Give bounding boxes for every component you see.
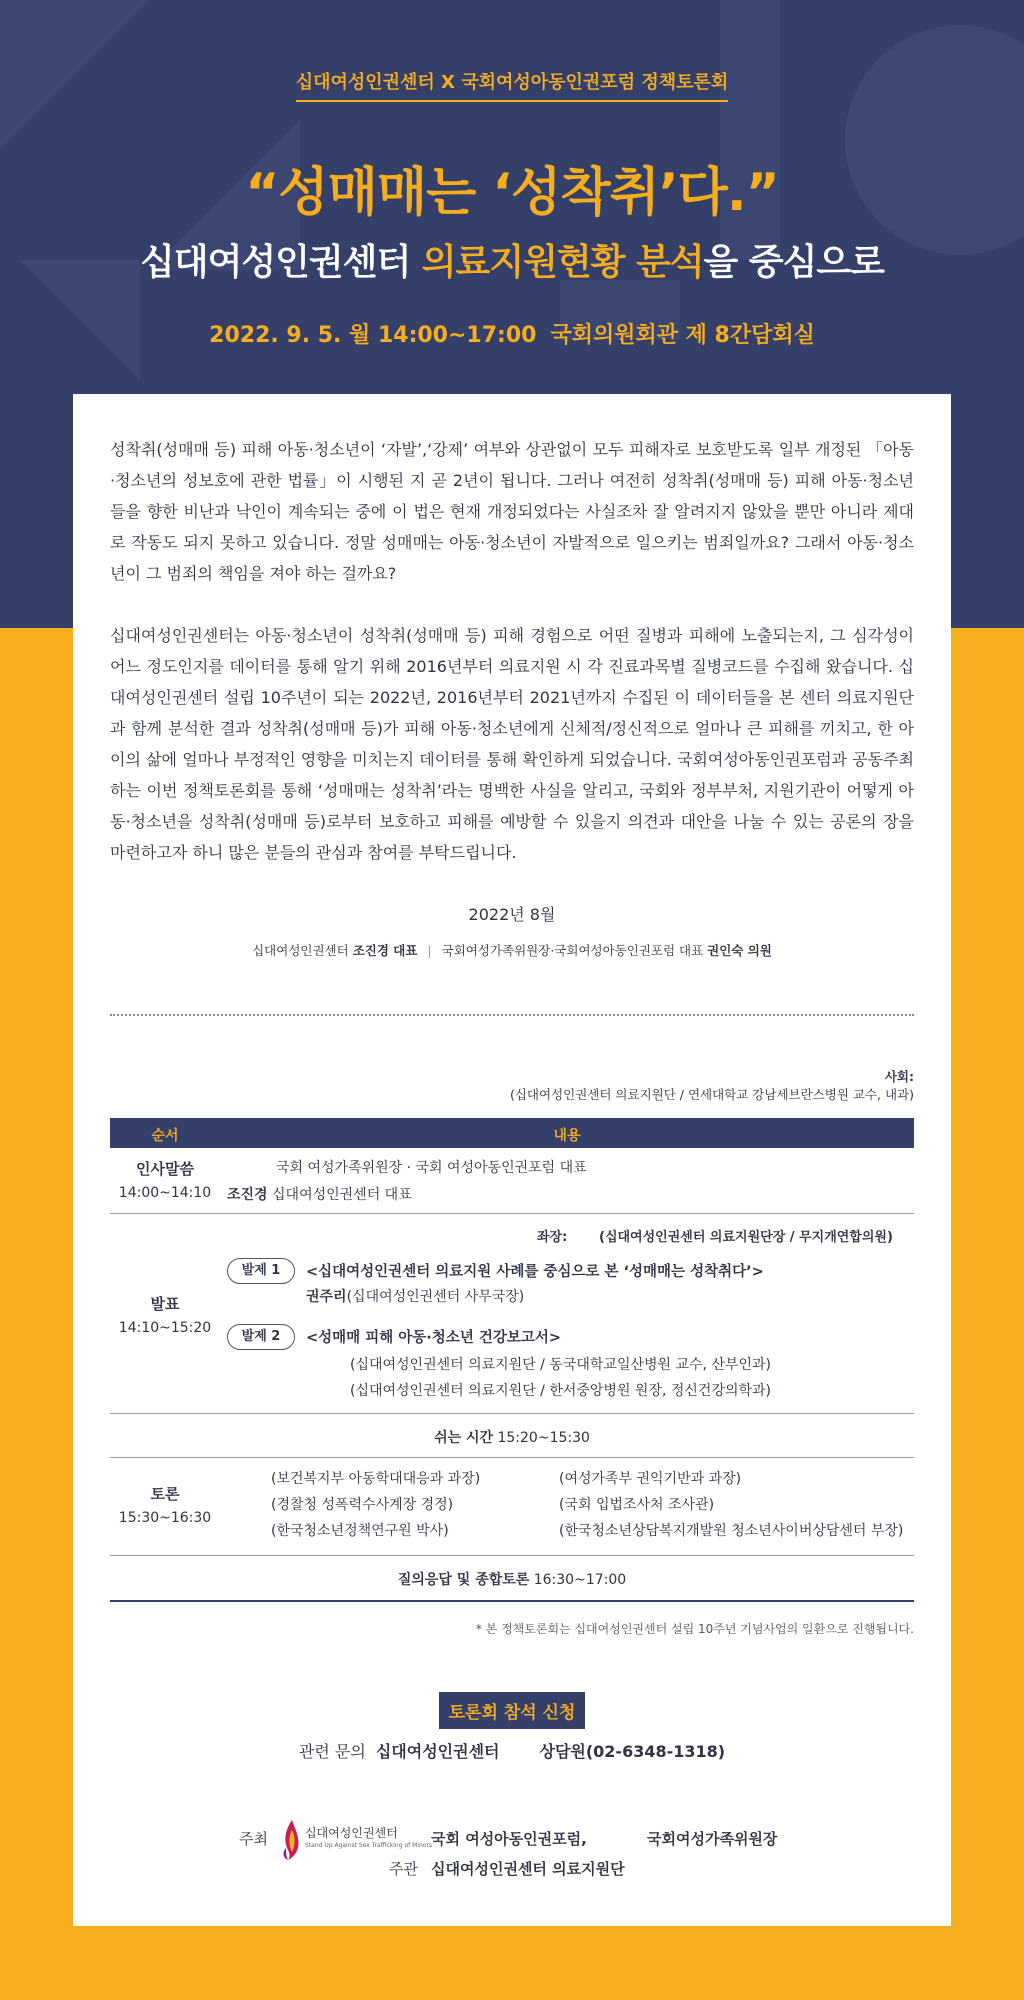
moderator-label: 사회: [884, 1069, 914, 1084]
speaker-2b: (십대여성인권센터 의료지원단 / 한서중앙병원 원장, 정신건강의학과) [350, 1383, 772, 1399]
moderator-desc: (십대여성인권센터 의료지원단 / 연세대학교 강남세브란스병원 교수, 내과) [509, 1087, 914, 1102]
greeting-line2-text: 십대여성인권센터 대표 [267, 1187, 412, 1203]
qa-line [110, 1569, 914, 1589]
panelist-left-1: (보건복지부 아동학대대응과 과장) [271, 1471, 481, 1487]
signer1-name: 조진경 대표 [352, 943, 418, 958]
inquiry-org: 십대여성인권센터 [375, 1742, 500, 1761]
panelist-right-3: (한국청소년상담복지개발원 청소년사이버상담센터 부장) [559, 1523, 904, 1539]
organizer-label: 주관 [389, 1860, 418, 1878]
subtitle-post: 을 중심으로 [703, 242, 884, 283]
intro-text [110, 434, 914, 868]
panelist-right-2: (국회 입법조사처 조사관) [559, 1497, 715, 1513]
col-order: 순서 [151, 1128, 179, 1144]
qa-time: 16:30~17:00 [529, 1572, 627, 1588]
intro-paragraph-2: 십대여성인권센터는 아동·청소년이 성착취(성매매 등) 피해 경험으로 어떤 질병과 피해에 노출되는지, 그 심각성이 어느 정도인지를 데이터를 통해 알기 위해 2016년부터 의료지원 시 각 진료과목별 질병코드를 수집해 왔습니다. 십대여성인권센터 설립 10주년이 되는 2022년, 2016년부터 2021년까지 수집된 이 데이터들을 본 센터 의료지원단과 함께 분석한 결과 성착취(성매매 등)가 피해 아동·청소년에게 신체적/정신적으로 얼마나 큰 피해를 끼치고, 한 아이의 삶에 얼마나 부정적인 영향을 미치는지 데이터를 통해 확인하게 되었습니다. 국회여성아동인권포럼과 공동주최하는 이번 정책토론회를 통해 ‘성매매는 성착취’라는 명백한 사실을 알리고, 국회와 정부부처, 지원기관이 어떻게 아동·청소년을 성착취(성매매 등)로부터 보호하고 피해를 예방할 수 있을지 의견과 대안을 나눌 수 있는 공론의 장을 마련하고자 하니 많은 분들의 관심과 참여를 부탁드립니다. [110, 626, 914, 862]
subtitle-highlight: 의료지원현황 분석 [421, 242, 704, 283]
program-row-qa [110, 1556, 914, 1602]
panelist-left-2: (경찰청 성폭력수사계장 경정) [271, 1497, 454, 1513]
host-2: 국회여성가족위원장 [647, 1830, 778, 1848]
logo-name: 십대여성인권센터 [305, 1826, 398, 1840]
presentation-label: 발표 [150, 1295, 180, 1313]
organizer: 십대여성인권센터 의료지원단 [431, 1860, 625, 1878]
speaker-2a: (십대여성인권센터 의료지원단 / 동국대학교일산병원 교수, 산부인과) [350, 1357, 772, 1373]
badge-1-text: 발제 1 [227, 1258, 295, 1284]
sub-title [0, 234, 1024, 285]
greeting-name2: 조진경 [227, 1187, 268, 1203]
chair-line [537, 1226, 567, 1245]
greeting-line2 [227, 1184, 412, 1204]
badge-2-text: 발제 2 [227, 1324, 295, 1350]
signer-separator: | [427, 943, 432, 958]
speaker-1 [306, 1286, 524, 1306]
host-label: 주최 [239, 1830, 268, 1848]
inquiry-tel: 상담원(02-6348-1318) [539, 1742, 726, 1761]
logo-tagline: Stand Up Against Sex Trafficking of Minors [305, 1842, 433, 1849]
event-place: 국회의원회관 제 8간담회실 [550, 323, 815, 348]
panelist-left-3: (한국청소년정책연구원 박사) [271, 1523, 449, 1539]
col-content: 내용 [553, 1128, 581, 1144]
panelist-right-1: (여성가족부 권익기반과 과장) [559, 1471, 742, 1487]
break-time: 15:20~15:30 [493, 1430, 590, 1446]
presentation-time: 14:10~15:20 [118, 1320, 212, 1336]
qa-label: 질의응답 및 종합토론 [397, 1572, 530, 1588]
presentation-time-cell [110, 1292, 220, 1340]
signer2-name: 권인숙 의원 [707, 943, 772, 958]
program-row-greeting [110, 1148, 914, 1214]
apply-button[interactable]: 토론회 참석 신청 [439, 1692, 586, 1729]
intro-paragraph-1: 성착취(성매매 등) 피해 아동·청소년이 ‘자발’,‘강제’ 여부와 상관없이 모두 피해자로 보호받도록 일부 개정된 「아동·청소년의 성보호에 관한 법률」이 시행된 지 곧 2년이 됩니다. 그러나 여전히 성착취(성매매 등) 피해 아동·청소년들을 향한 비난과 낙인이 계속되는 중에 이 법은 현재 개정되었다는 사실조차 잘 알려지지 않았을 뿐만 아니라 제대로 작동도 되지 못하고 있습니다. 정말 성매매는 아동·청소년이 자발적으로 일으키는 범죄일까요? 그래서 아동·청소년이 그 범죄의 책임을 져야 하는 걸까요? [110, 440, 914, 583]
subtitle-pre: 십대여성인권센터 [140, 242, 422, 283]
apply-section [73, 1692, 951, 1729]
signer2-org: 국회여성가족위원장·국회여성아동인권포럼 대표 [441, 943, 708, 958]
inquiry-line [73, 1739, 951, 1762]
topic-2: <성매매 피해 아동·청소년 건강보고서> [306, 1330, 562, 1346]
footnote: * 본 정책토론회는 십대여성인권센터 설립 10주년 기념사업의 일환으로 진행됩니다. [475, 1622, 914, 1636]
center-logo [280, 1818, 433, 1862]
main-title: “성매매는 ‘성착취’다.” [245, 163, 779, 223]
program-row-discussion [110, 1458, 914, 1556]
logo-flame-icon [280, 1818, 304, 1862]
break-label: 쉬는 시간 [434, 1430, 494, 1446]
badge-1 [227, 1258, 295, 1284]
greeting-time: 14:00~14:10 [118, 1185, 212, 1201]
content-card [73, 394, 951, 1926]
moderator [110, 1068, 914, 1104]
program-table-header [110, 1118, 914, 1148]
discussion-time-cell [110, 1482, 220, 1530]
signers [73, 941, 951, 959]
speaker-1-name: 권주리 [306, 1289, 347, 1305]
chair-desc: (십대여성인권센터 의료지원단장 / 무지개연합의원) [599, 1230, 893, 1245]
dotted-divider [110, 1014, 914, 1016]
discussion-label: 토론 [150, 1485, 180, 1503]
signer1-org: 십대여성인권센터 [252, 943, 353, 958]
greeting-time-cell [110, 1157, 220, 1205]
break-line [110, 1427, 914, 1447]
host-1: 국회 여성아동인권포럼, [431, 1830, 587, 1848]
chair-label: 좌장: [537, 1230, 568, 1245]
event-eyebrow [0, 68, 1024, 102]
event-date: 2022. 9. 5. 월 14:00~17:00 [209, 323, 537, 348]
program-row-break [110, 1414, 914, 1458]
greeting-line1: 국회 여성가족위원장 · 국회 여성아동인권포럼 대표 [276, 1160, 587, 1176]
topic-1: <십대여성인권센터 의료지원 사례를 중심으로 본 ‘성매매는 성착취다’> [306, 1264, 764, 1280]
eyebrow-text: 십대여성인권센터 X 국회여성아동인권포럼 정책토론회 [296, 68, 729, 102]
badge-2 [227, 1324, 295, 1350]
speaker-1-desc: (십대여성인권센터 사무국장) [346, 1289, 525, 1305]
inquiry-label: 관련 문의 [298, 1742, 366, 1761]
program-row-presentation [110, 1214, 914, 1414]
event-date-place [0, 318, 1024, 349]
sign-date: 2022년 8월 [468, 905, 556, 924]
greeting-label: 인사말씀 [136, 1160, 194, 1178]
discussion-time: 15:30~16:30 [118, 1510, 212, 1526]
